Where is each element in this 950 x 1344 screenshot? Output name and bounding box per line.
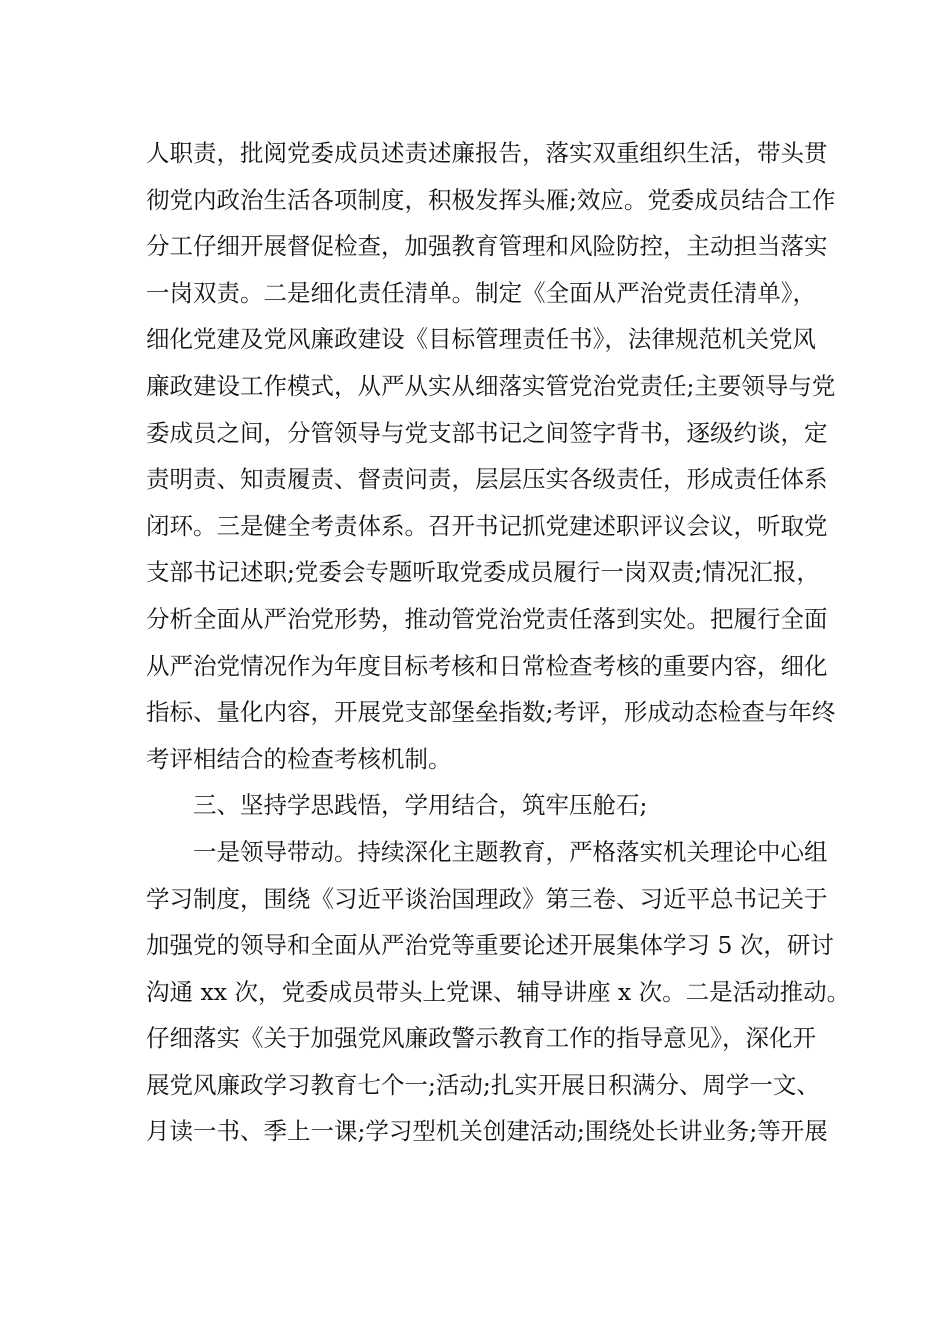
text-line: 一岗双责。二是细化责任清单。制定《全面从严治党责任清单》， bbox=[146, 278, 816, 307]
text-line: 考评相结合的检查考核机制。 bbox=[146, 744, 452, 773]
text-line: 支部书记述职;党委会专题听取党委成员履行一岗双责;情况汇报， bbox=[146, 558, 820, 587]
text-line: 加强党的领导和全面从严治党等重要论述开展集体学习 5 次，研讨 bbox=[146, 931, 834, 960]
text-line: 月读一书、季上一课;学习型机关创建活动;围绕处长讲业务;等开展 bbox=[146, 1117, 828, 1146]
text-line: 从严治党情况作为年度目标考核和日常检查考核的重要内容，细化 bbox=[146, 651, 828, 680]
text-line: 闭环。三是健全考责体系。召开书记抓党建述职评议会议，听取党 bbox=[146, 511, 828, 540]
text-line: 展党风廉政学习教育七个一;活动;扎实开展日积满分、周学一文、 bbox=[146, 1070, 820, 1099]
text-line: 学习制度，围绕《习近平谈治国理政》第三卷、习近平总书记关于 bbox=[146, 884, 828, 913]
text-line: 指标、量化内容，开展党支部堡垒指数;考评，形成动态检查与年终 bbox=[146, 698, 836, 727]
text-line: 廉政建设工作模式，从严从实从细落实管党治党责任;主要领导与党 bbox=[146, 371, 836, 400]
section-heading: 三、坚持学思践悟，学用结合，筑牢压舱石; bbox=[193, 791, 648, 820]
document-body bbox=[146, 133, 851, 1158]
text-line: 人职责，批阅党委成员述责述廉报告，落实双重组织生活，带头贯 bbox=[146, 139, 828, 167]
text-line: 分析全面从严治党形势，推动管党治党责任落到实处。把履行全面 bbox=[146, 604, 828, 633]
text-line: 责明责、知责履责、督责问责，层层压实各级责任，形成责任体系 bbox=[146, 465, 828, 494]
text-line: 一是领导带动。持续深化主题教育，严格落实机关理论中心组 bbox=[193, 837, 828, 866]
text-line: 仔细落实《关于加强党风廉政警示教育工作的指导意见》，深化开 bbox=[146, 1024, 816, 1053]
text-line: 细化党建及党风廉政建设《目标管理责任书》，法律规范机关党风 bbox=[146, 325, 816, 354]
text-line: 沟通 xx 次，党委成员带头上党课、辅导讲座 x 次。二是活动推动。 bbox=[146, 977, 851, 1006]
text-line: 彻党内政治生活各项制度，积极发挥头雁;效应。党委成员结合工作 bbox=[146, 185, 836, 214]
text-line: 分工仔细开展督促检查，加强教育管理和风险防控，主动担当落实 bbox=[146, 232, 828, 261]
text-line: 委成员之间，分管领导与党支部书记之间签字背书，逐级约谈，定 bbox=[146, 418, 828, 447]
